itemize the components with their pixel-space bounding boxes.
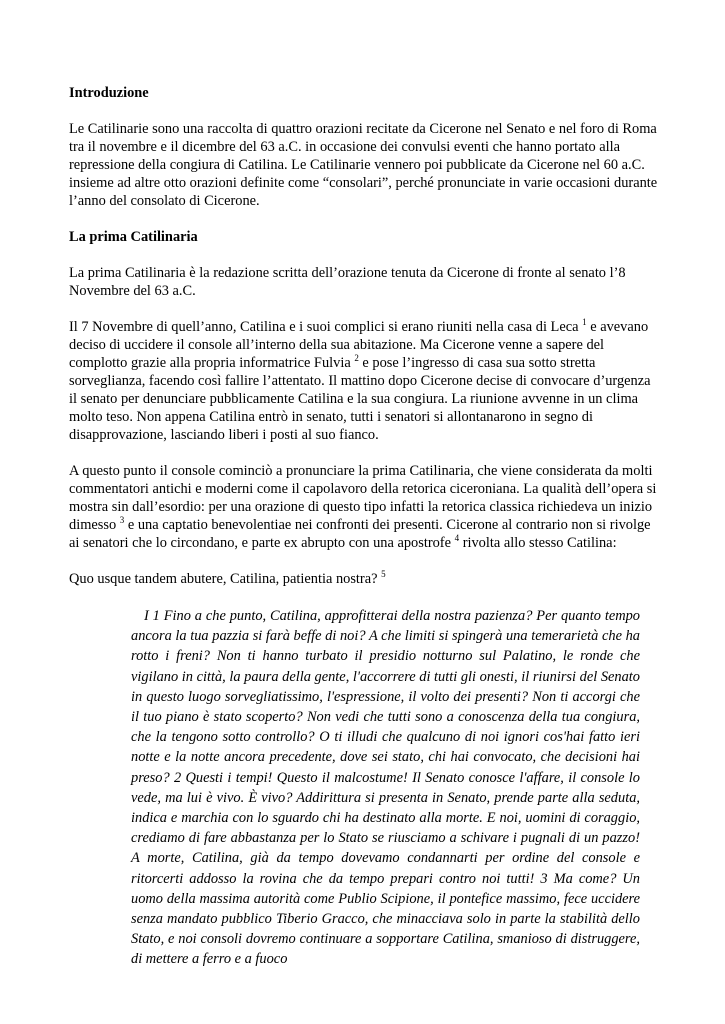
footnote-ref-1[interactable]: 1 xyxy=(582,317,587,328)
text-segment: Il 7 Novembre di quell’anno, Catilina e i suoi complici si erano riuniti nella casa di Leca xyxy=(69,319,583,335)
text-segment: rivolta allo stesso Catilina: xyxy=(459,535,617,551)
paragraph-congiura xyxy=(69,318,659,444)
footnote-ref-2[interactable]: 2 xyxy=(354,353,359,364)
paragraph-prima-intro: La prima Catilinaria è la redazione scritta dell’orazione tenuta da Cicerone di fronte al senato l’8 Novembre del 63 a.C. xyxy=(69,265,626,299)
footnote-ref-3[interactable]: 3 xyxy=(119,515,125,526)
text-segment: A questo punto il console cominciò a pronunciare la prima Catilinaria, che viene considerata da molti commentatori antichi e moderni come il capolavoro della retorica ciceroniana. La qualità dell’opera si mostra sin dall’esordio: per una orazione di questo tipo infatti la retorica classica richiedeva un inizio dimesso xyxy=(69,463,657,533)
text-segment: e una captatio benevolentiae nei confronti dei presenti. Cicerone al contrario non si rivolge ai senatori che lo circondano, e parte ex abrupto con una apostrofe xyxy=(69,517,651,551)
document-page xyxy=(69,84,659,970)
paragraph-esordio xyxy=(69,462,659,552)
intro-heading: Introduzione xyxy=(69,85,149,101)
section-heading-prima-catilinaria: La prima Catilinaria xyxy=(69,229,198,245)
translation-blockquote: I 1 Fino a che punto, Catilina, approfitterai della nostra pazienza? Per quanto tempo ancora la tua pazzia si farà beffe di noi? A che limiti si spingerà una temerarietà che ha rotto i freni? Non ti hanno turbato il presidio notturno sul Palatino, le ronde che vigilano in città, la paura della gente, l'accorrere di tutti gli onesti, il riunirsi del Senato in questo luogo sorvegliatissimo, l'espressione, il volto dei presenti? Non ti accorgi che il tuo piano è stato scoperto? Non vedi che tutti sono a conoscenza della tua congiura, che la tengono sotto controllo? O ti illudi che qualcuno di noi ignori cos'hai fatto ieri notte e la notte ancora precedente, dove sei stato, chi hai convocato, che decisioni hai preso? 2 Questi i tempi! Questo il malcostume! Il Senato conosce l'affare, il console lo vede, ma lui è vivo. È vivo? Addirittura si presenta in Senato, prende parte alla seduta, indica e marchia con lo sguardo chi ha destinato alla morte. E noi, uomini di coraggio, crediamo di fare abbastanza per lo Stato se riusciamo a schivare i pugnali di un pazzo! A morte, Catilina, già da tempo dovevamo condannarti per ordine del console e ritorcerti addosso la rovina che da tempo prepari contro noi tutti! 3 Ma come? Un uomo della massima autorità come Publio Scipione, il pontefice massimo, fece uccidere senza mandato pubblico Tiberio Gracco, che minacciava solo in parte la stabilità dello Stato, e noi consoli dovremo continuare a sopportare Catilina, smanioso di distruggere, di mettere a ferro e a fuoco xyxy=(131,608,640,968)
text-segment: e pose l’ingresso di casa sua sotto stretta sorveglianza, facendo così fallire l’attentato. Il mattino dopo Cicerone decise di convocare d’urgenza il senato per denunciare pubblicamente Catilina e la sua congiura. La riunione avvenne in un clima molto teso. Non appena Catilina entrò in senato, tutti i senatori si allontanarono in segno di disapprovazione, lasciando liberi i posti al suo fianco. xyxy=(69,355,651,443)
footnote-ref-5[interactable]: 5 xyxy=(381,569,386,580)
text-segment: e avevano deciso di uccidere il console all’interno della sua abitazione. Ma Cicerone venne a sapere del complotto grazie alla propria informatrice Fulvia xyxy=(69,319,649,371)
intro-paragraph: Le Catilinarie sono una raccolta di quattro orazioni recitate da Cicerone nel Senato e nel foro di Roma tra il novembre e il dicembre del 63 a.C. in occasione dei convulsi eventi che hanno portato alla repressione della congiura di Catilina. Le Catilinarie vennero poi pubblicate da Cicerone nel 60 a.C. insieme ad altre otto orazioni definite come “consolari”, perché pronunciate in varie occasioni durante l’anno del consolato di Cicerone. xyxy=(69,121,658,209)
footnote-ref-4[interactable]: 4 xyxy=(454,533,460,544)
latin-quote-line xyxy=(69,570,659,588)
latin-text: Quo usque tandem abutere, Catilina, patientia nostra? xyxy=(69,571,382,587)
